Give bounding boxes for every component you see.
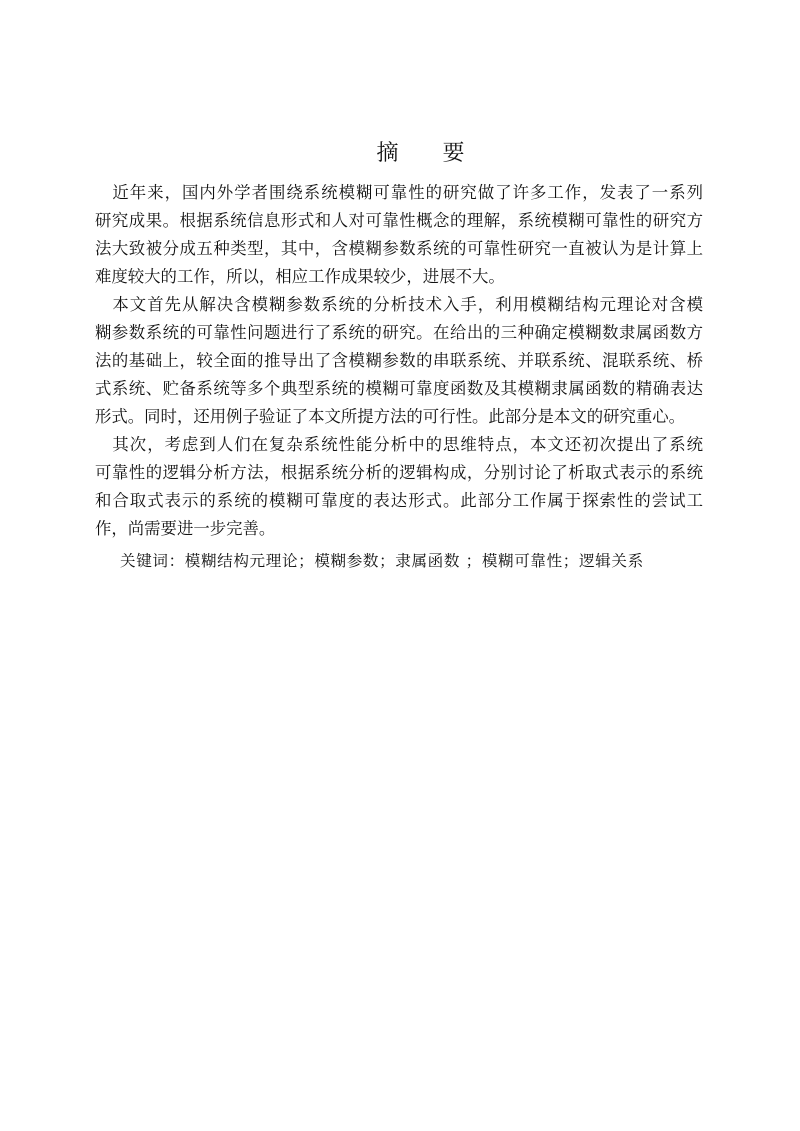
paragraph-2-line-3: 法的基础上，较全面的推导出了含模糊参数的串联系统、并联系统、混联系统、桥 — [95, 351, 703, 370]
paragraph-3-line-2: 可靠性的逻辑分析方法，根据系统分析的逻辑构成，分别讨论了析取式表示的系统 — [95, 463, 703, 482]
paragraph-3-line-1: 其次，考虑到人们在复杂系统性能分析中的思维特点，本文还初次提出了系统 — [95, 435, 703, 454]
title-char-2: 要 — [442, 141, 467, 166]
title-char-1: 摘 — [376, 141, 401, 166]
paragraph-3-line-3: 和合取式表示的系统的模糊可靠度的表达形式。此部分工作属于探索性的尝试工 — [95, 491, 703, 510]
paragraph-1-line-4: 难度较大的工作，所以，相应工作成果较少，进展不大。 — [95, 267, 505, 286]
paragraph-2-line-2: 糊参数系统的可靠性问题进行了系统的研究。在给出的三种确定模糊数隶属函数方 — [95, 323, 703, 342]
paragraph-1-line-2: 研究成果。根据系统信息形式和人对可靠性概念的理解，系统模糊可靠性的研究方 — [95, 211, 703, 230]
paragraph-2-line-1: 本文首先从解决含模糊参数系统的分析技术入手，利用模糊结构元理论对含模 — [95, 295, 703, 314]
paragraph-3-line-4: 作，尚需要进一步完善。 — [95, 519, 276, 538]
paragraph-2-line-5: 形式。同时，还用例子验证了本文所提方法的可行性。此部分是本文的研究重心。 — [95, 407, 686, 426]
paragraph-1-line-1: 近年来，国内外学者围绕系统模糊可靠性的研究做了许多工作，发表了一系列 — [95, 183, 703, 202]
paragraph-1-line-3: 法大致被分成五种类型，其中，含模糊参数系统的可靠性研究一直被认为是计算上 — [95, 239, 703, 258]
page-title — [0, 136, 800, 167]
paragraph-2-line-4: 式系统、贮备系统等多个典型系统的模糊可靠度函数及其模糊隶属函数的精确表达 — [95, 379, 703, 398]
keywords-line: 关键词：模糊结构元理论；模糊参数；隶属函数 ；模糊可靠性；逻辑关系 — [120, 552, 644, 570]
